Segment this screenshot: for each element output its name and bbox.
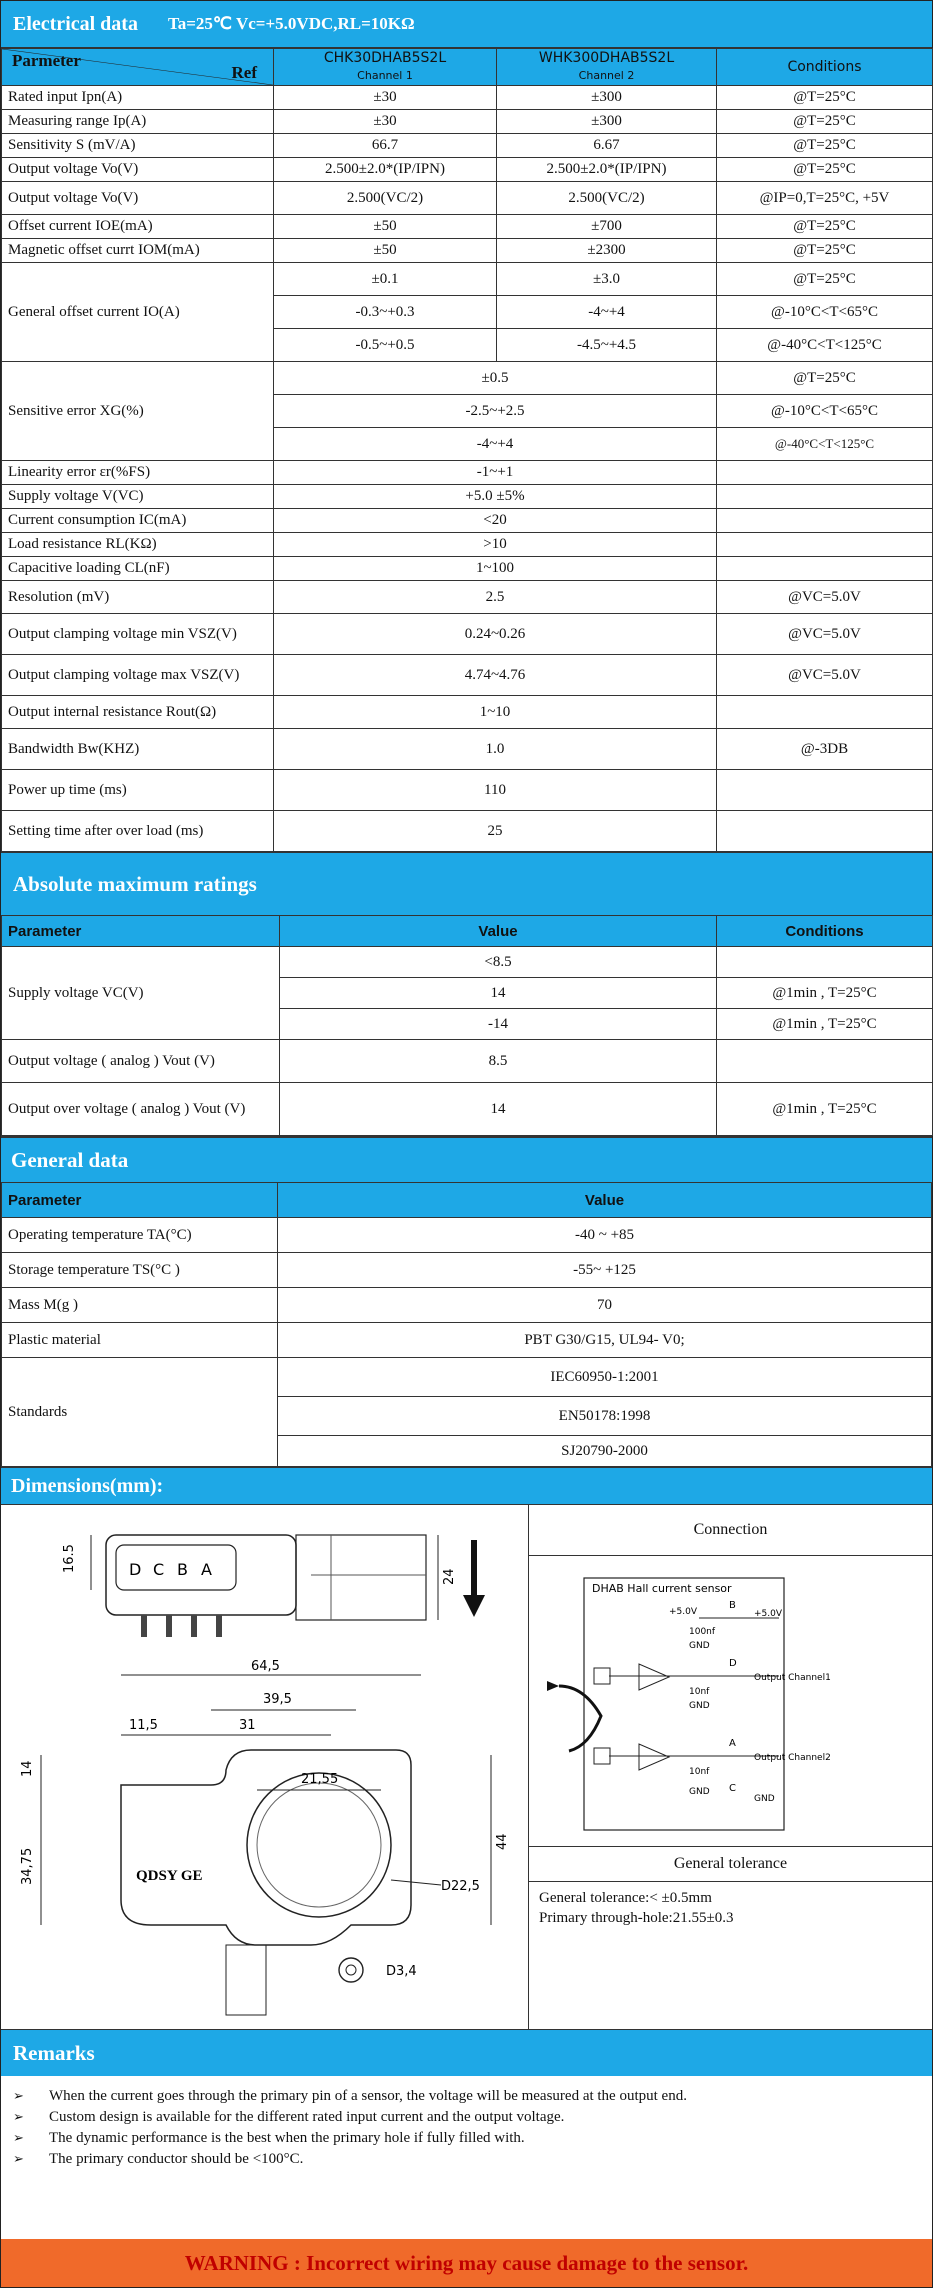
value-cell: ±30 [274, 110, 497, 134]
table-row [2, 239, 933, 263]
value-cell: ±50 [274, 239, 497, 263]
condition-cell: @T=25°C [717, 86, 933, 110]
value-cell: PBT G30/G15, UL94- V0; [278, 1323, 932, 1358]
table-row [2, 158, 933, 182]
electrical-header-row [2, 49, 933, 86]
conditions-header: Conditions [717, 916, 933, 947]
value-cell: 110 [274, 770, 717, 811]
connection-title: Connection [529, 1505, 932, 1556]
value-cell: -0.5~+0.5 [274, 329, 497, 362]
table-row [2, 509, 933, 533]
schematic-label: GND [689, 1787, 710, 1797]
bullet-arrow-icon: ➢ [13, 2131, 24, 2146]
condition-cell: @VC=5.0V [717, 655, 933, 696]
param-cell: Offset current IOE(mA) [2, 215, 274, 239]
condition-cell: @1min , T=25°C [717, 978, 933, 1009]
dim-label: 34,75 [20, 1847, 35, 1885]
condition-cell [717, 485, 933, 509]
value-cell: EN50178:1998 [278, 1397, 932, 1436]
dim-label: 44 [495, 1833, 510, 1850]
dimensions-title: Dimensions(mm): [1, 1467, 932, 1505]
value-cell: -2.5~+2.5 [274, 395, 717, 428]
schematic-label: GND [754, 1794, 775, 1804]
table-row [2, 182, 933, 215]
pin-label: B [177, 1560, 188, 1579]
param-cell: Storage temperature TS(°C ) [2, 1253, 278, 1288]
param-cell: Plastic material [2, 1323, 278, 1358]
value-cell: 25 [274, 811, 717, 852]
dimensions-panel [1, 1505, 932, 2030]
value-cell: ±300 [497, 110, 717, 134]
absolute-ratings-title: Absolute maximum ratings [1, 852, 932, 915]
table-row [2, 86, 933, 110]
value-cell: 2.500(VC/2) [497, 182, 717, 215]
param-cell: Current consumption IC(mA) [2, 509, 274, 533]
condition-cell [717, 533, 933, 557]
value-cell: 2.500±2.0*(IP/IPN) [274, 158, 497, 182]
remarks-list [1, 2076, 932, 2198]
table-row [2, 1358, 932, 1397]
param-cell: Load resistance RL(KΩ) [2, 533, 274, 557]
list-item [13, 2149, 922, 2170]
table-row [2, 110, 933, 134]
value-cell: -40 ~ +85 [278, 1218, 932, 1253]
schematic-label: C [729, 1783, 736, 1794]
value-cell: ±30 [274, 86, 497, 110]
list-item [13, 2128, 922, 2149]
param-cell: Resolution (mV) [2, 581, 274, 614]
value-cell: 66.7 [274, 134, 497, 158]
condition-cell: @VC=5.0V [717, 581, 933, 614]
electrical-data-title [1, 1, 932, 48]
value-header: Value [280, 916, 717, 947]
schematic-label: GND [689, 1641, 710, 1651]
channel2-header [497, 49, 717, 86]
value-cell: ±0.5 [274, 362, 717, 395]
table-row [2, 1288, 932, 1323]
param-cell: Mass M(g ) [2, 1288, 278, 1323]
condition-cell [717, 509, 933, 533]
test-conditions: Ta=25℃ Vc=+5.0VDC,RL=10KΩ [167, 14, 415, 33]
param-cell: Power up time (ms) [2, 770, 274, 811]
value-cell: 1.0 [274, 729, 717, 770]
table-row [2, 729, 933, 770]
channel2-model: WHK300DHAB5S2L [538, 50, 675, 66]
bullet-arrow-icon: ➢ [13, 2152, 24, 2167]
condition-cell: @T=25°C [717, 158, 933, 182]
value-cell: ±300 [497, 86, 717, 110]
tolerance-body [529, 1882, 932, 2029]
table-row [2, 1040, 933, 1083]
table-row [2, 557, 933, 581]
value-header: Value [278, 1183, 932, 1218]
pin-label: D [129, 1560, 142, 1579]
value-cell: ±50 [274, 215, 497, 239]
remarks-title: Remarks [1, 2030, 932, 2076]
schematic-label: GND [689, 1701, 710, 1711]
warning-banner: WARNING : Incorrect wiring may cause damage to the sensor. [1, 2239, 932, 2287]
param-header: Parameter [2, 916, 280, 947]
pin-label: A [201, 1560, 212, 1579]
drawing-svg [1, 1505, 528, 2029]
value-cell: -14 [280, 1009, 717, 1040]
schematic-svg [529, 1556, 929, 1846]
dim-label: D3,4 [386, 1964, 417, 1979]
param-cell: Output voltage ( analog ) Vout (V) [2, 1040, 280, 1083]
condition-cell: @VC=5.0V [717, 614, 933, 655]
value-cell: 2.5 [274, 581, 717, 614]
table-row [2, 696, 933, 729]
value-cell: -4.5~+4.5 [497, 329, 717, 362]
dim-label: 39,5 [263, 1692, 292, 1707]
schematic-label: B [729, 1600, 736, 1611]
param-cell: Output over voltage ( analog ) Vout (V) [2, 1083, 280, 1136]
condition-cell: @T=25°C [717, 239, 933, 263]
condition-cell [717, 947, 933, 978]
channel2-label: Channel 2 [578, 69, 635, 82]
bullet-arrow-icon: ➢ [13, 2110, 24, 2125]
condition-cell: @T=25°C [717, 362, 933, 395]
value-cell: 4.74~4.76 [274, 655, 717, 696]
dim-label: 24 [442, 1568, 457, 1585]
table-row [2, 215, 933, 239]
section-title: Electrical data [13, 12, 138, 35]
condition-cell [717, 1040, 933, 1083]
remark-text: The primary conductor should be <100°C. [49, 2151, 304, 2167]
dim-label: D22,5 [441, 1879, 480, 1894]
value-cell: -1~+1 [274, 461, 717, 485]
general-data-table [1, 1182, 932, 1467]
table-row [2, 263, 933, 296]
condition-cell: @1min , T=25°C [717, 1009, 933, 1040]
schematic-label: 10nf [689, 1767, 710, 1777]
condition-cell [717, 811, 933, 852]
remark-text: The dynamic performance is the best when the primary hole if fully filled with. [49, 2130, 525, 2146]
dim-label: 14 [20, 1760, 35, 1777]
condition-cell: @T=25°C [717, 263, 933, 296]
schematic-label: Output Channel1 [754, 1673, 831, 1683]
condition-cell: @1min , T=25°C [717, 1083, 933, 1136]
table-row [2, 461, 933, 485]
tolerance-title: General tolerance [529, 1847, 932, 1882]
dim-label: 11,5 [129, 1718, 158, 1733]
table-row [2, 1323, 932, 1358]
condition-cell: @T=25°C [717, 134, 933, 158]
param-cell: General offset current IO(A) [2, 263, 274, 362]
value-cell: -4~+4 [497, 296, 717, 329]
param-cell: Magnetic offset currt IOM(mA) [2, 239, 274, 263]
param-cell: Output clamping voltage min VSZ(V) [2, 614, 274, 655]
value-cell: 0.24~0.26 [274, 614, 717, 655]
value-cell: ±700 [497, 215, 717, 239]
param-cell: Supply voltage VC(V) [2, 947, 280, 1040]
value-cell: 1~100 [274, 557, 717, 581]
part-marking: QDSY GE [136, 1868, 203, 1884]
value-cell: <20 [274, 509, 717, 533]
param-cell: Sensitive error XG(%) [2, 362, 274, 461]
value-cell: ±2300 [497, 239, 717, 263]
channel1-label: Channel 1 [357, 69, 413, 82]
value-cell: 14 [280, 978, 717, 1009]
condition-cell [717, 696, 933, 729]
table-row [2, 655, 933, 696]
ref-header-label: Ref [231, 63, 257, 82]
conditions-header: Conditions [717, 49, 933, 86]
schematic-label: +5.0V [754, 1609, 783, 1619]
absolute-header-row [2, 916, 933, 947]
value-cell: 14 [280, 1083, 717, 1136]
value-cell: -55~ +125 [278, 1253, 932, 1288]
connection-panel [529, 1505, 932, 2029]
condition-cell [717, 770, 933, 811]
schematic-label: Output Channel2 [754, 1753, 831, 1763]
param-cell: Linearity error εr(%FS) [2, 461, 274, 485]
param-cell: Output voltage Vo(V) [2, 182, 274, 215]
schematic-label: 10nf [689, 1687, 710, 1697]
value-cell: 6.67 [497, 134, 717, 158]
param-cell: Setting time after over load (ms) [2, 811, 274, 852]
schematic-label: D [729, 1658, 737, 1669]
general-header-row [2, 1183, 932, 1218]
value-cell: 70 [278, 1288, 932, 1323]
table-row [2, 947, 933, 978]
absolute-ratings-table [1, 915, 933, 1136]
dim-label: 21,55 [301, 1772, 339, 1787]
bullet-arrow-icon: ➢ [13, 2089, 24, 2104]
param-header-label: Parmeter [12, 51, 81, 70]
condition-cell [717, 461, 933, 485]
param-cell: Standards [2, 1358, 278, 1467]
value-cell: IEC60950-1:2001 [278, 1358, 932, 1397]
value-cell: ±3.0 [497, 263, 717, 296]
table-row [2, 362, 933, 395]
value-cell: 8.5 [280, 1040, 717, 1083]
dim-label: 16.5 [62, 1544, 77, 1573]
param-cell: Measuring range Ip(A) [2, 110, 274, 134]
connection-schematic [529, 1556, 932, 1847]
param-cell: Operating temperature TA(°C) [2, 1218, 278, 1253]
condition-cell: @-10°C<T<65°C [717, 395, 933, 428]
value-cell: 1~10 [274, 696, 717, 729]
param-cell: Capacitive loading CL(nF) [2, 557, 274, 581]
pin-label: C [153, 1560, 165, 1579]
table-row [2, 134, 933, 158]
param-header: Parameter [2, 1183, 278, 1218]
value-cell: <8.5 [280, 947, 717, 978]
schematic-label: 100nf [689, 1627, 716, 1637]
value-cell: +5.0 ±5% [274, 485, 717, 509]
table-row [2, 533, 933, 557]
dim-label: 64,5 [251, 1659, 280, 1674]
param-cell: Output voltage Vo(V) [2, 158, 274, 182]
condition-cell: @IP=0,T=25°C, +5V [717, 182, 933, 215]
table-row [2, 1218, 932, 1253]
table-row [2, 811, 933, 852]
condition-cell [717, 557, 933, 581]
condition-cell: @T=25°C [717, 215, 933, 239]
tolerance-line: General tolerance:< ±0.5mm [539, 1890, 712, 1906]
electrical-table [1, 48, 933, 852]
value-cell: -0.3~+0.3 [274, 296, 497, 329]
general-data-title: General data [1, 1136, 932, 1182]
table-row [2, 1253, 932, 1288]
param-cell: Output internal resistance Rout(Ω) [2, 696, 274, 729]
condition-cell: @-40°C<T<125°C [717, 428, 933, 461]
param-cell: Bandwidth Bw(KHZ) [2, 729, 274, 770]
channel1-header [274, 49, 497, 86]
value-cell: -4~+4 [274, 428, 717, 461]
remark-text: Custom design is available for the different rated input current and the output voltage. [49, 2109, 565, 2125]
value-cell: SJ20790-2000 [278, 1436, 932, 1467]
schematic-label: A [729, 1738, 736, 1749]
condition-cell: @-3DB [717, 729, 933, 770]
param-cell: Sensitivity S (mV/A) [2, 134, 274, 158]
value-cell: 2.500(VC/2) [274, 182, 497, 215]
value-cell: 2.500±2.0*(IP/IPN) [497, 158, 717, 182]
list-item [13, 2086, 922, 2107]
param-ref-header [2, 49, 274, 86]
value-cell: ±0.1 [274, 263, 497, 296]
table-row [2, 1083, 933, 1136]
param-cell: Supply voltage V(VC) [2, 485, 274, 509]
list-item [13, 2107, 922, 2128]
mechanical-drawing [1, 1505, 529, 2029]
table-row [2, 770, 933, 811]
table-row [2, 581, 933, 614]
remark-text: When the current goes through the primary pin of a sensor, the voltage will be measured at the output end. [49, 2088, 687, 2104]
condition-cell: @-40°C<T<125°C [717, 329, 933, 362]
param-cell: Output clamping voltage max VSZ(V) [2, 655, 274, 696]
channel1-model: CHK30DHAB5S2L [323, 50, 447, 66]
table-row [2, 485, 933, 509]
tolerance-line: Primary through-hole:21.55±0.3 [539, 1910, 734, 1926]
value-cell: >10 [274, 533, 717, 557]
param-cell: Rated input Ipn(A) [2, 86, 274, 110]
schematic-label: +5.0V [669, 1607, 698, 1617]
condition-cell: @-10°C<T<65°C [717, 296, 933, 329]
dim-label: 31 [239, 1718, 256, 1733]
table-row [2, 614, 933, 655]
condition-cell: @T=25°C [717, 110, 933, 134]
schematic-title: DHAB Hall current sensor [592, 1582, 732, 1595]
